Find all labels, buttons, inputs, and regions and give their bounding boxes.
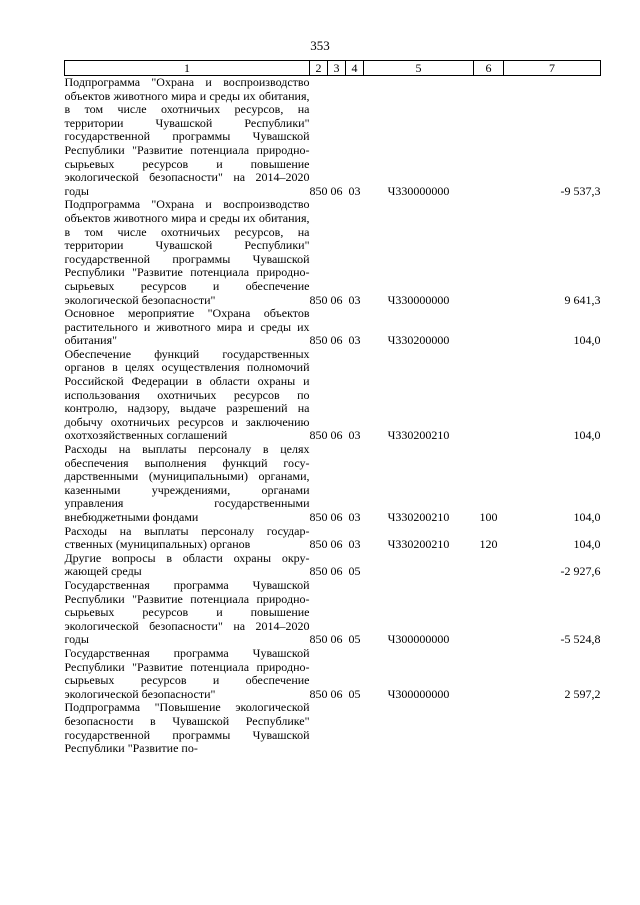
row-target-code [364, 701, 474, 755]
page-number: 353 [310, 38, 330, 53]
row-name: Расходы на выплаты персоналу в целях обеспечения выполнения функций государственными (муниципальными) органами, казенными учреждениями, органами управления государственными внебюджетными фондами [64, 442, 310, 524]
row-expense-type [474, 579, 504, 647]
row-target-code: Ч330200210 [387, 428, 450, 443]
row-expense-type [474, 701, 504, 755]
row-name: Расходы на выплаты персоналу государственных (муниципальных) органов [64, 523, 310, 552]
row-name: Государственная программа Чувашской Республики "Развитие потенциала природно-сырьевых ресурсов и повышение экологической безопасности" на 2014–2020 годы [64, 577, 310, 647]
row-expense-type [474, 307, 504, 348]
row-name: Обеспечение функций государственных органов в целях осуществления полномочий Российской Федерации в области охраны и использования охотничьих ресурсов по контролю, надзору, выдаче разрешений на добычу охотничьих ресурсов и заключению охотхозяйственных соглашений [64, 346, 310, 443]
row-amount: -5 524,8 [560, 632, 601, 647]
row-subsection-code: 03 [348, 333, 361, 348]
table-row [65, 579, 601, 647]
row-section-code: 06 [330, 537, 343, 552]
row-amount: -2 927,6 [560, 564, 601, 579]
row-target-code [364, 552, 474, 579]
table-row [65, 552, 601, 579]
row-section-code: 06 [330, 333, 343, 348]
row-ministry-code: 850 [309, 183, 328, 198]
row-amount: 104,0 [573, 537, 601, 552]
row-amount: 9 641,3 [564, 292, 601, 307]
row-amount: 104,0 [573, 333, 601, 348]
row-subsection-code: 05 [348, 564, 361, 579]
row-ministry-code: 850 [309, 292, 328, 307]
column-header: 6 [474, 61, 504, 76]
row-subsection-code: 05 [348, 632, 361, 647]
row-amount: 2 597,2 [564, 686, 601, 701]
row-subsection-code: 03 [348, 510, 361, 524]
table-header-row [65, 61, 601, 76]
row-amount: 104,0 [573, 510, 601, 524]
row-section-code: 06 [330, 510, 343, 524]
row-target-code: Ч330200210 [387, 537, 450, 552]
row-name: Подпрограмма "Охрана и воспроизводство объектов животного мира и среды их обитания, в том числе охотничьих ресурсов, на территории Чувашской Республики" государственной программы Чувашской Республики "Развитие потенциала природно-сырьевых ресурсов и обеспечение экологической безопасности" [64, 197, 310, 307]
row-name: Государственная программа Чувашской Республики "Развитие потенциала природно-сырьевых ресурсов и обеспечение экологической безопасности" [64, 645, 310, 701]
row-subsection-code: 03 [348, 428, 361, 443]
table-row [65, 307, 601, 348]
column-header: 3 [328, 61, 346, 76]
row-expense-type: 120 [479, 537, 498, 552]
row-ministry-code: 850 [309, 632, 328, 647]
table-row [65, 76, 601, 199]
row-target-code: Ч330200000 [387, 333, 450, 348]
row-ministry-code [310, 701, 328, 755]
row-name: Другие вопросы в области охраны окружающей среды [64, 550, 310, 579]
row-amount: -9 537,3 [560, 183, 601, 198]
row-expense-type [474, 198, 504, 307]
table-body [65, 76, 601, 756]
row-section-code: 06 [330, 183, 343, 198]
row-subsection-code: 03 [348, 292, 361, 307]
row-section-code: 06 [330, 292, 343, 307]
table-row [65, 647, 601, 701]
table-row [65, 443, 601, 525]
row-target-code: Ч300000000 [387, 632, 450, 647]
row-target-code: Ч330200210 [387, 510, 450, 524]
row-ministry-code: 850 [309, 686, 328, 701]
column-header: 2 [310, 61, 328, 76]
row-target-code: Ч300000000 [387, 686, 450, 701]
row-subsection-code [346, 701, 364, 755]
row-section-code: 06 [330, 686, 343, 701]
row-ministry-code: 850 [309, 428, 328, 443]
row-section-code: 06 [330, 428, 343, 443]
row-section-code [328, 701, 346, 755]
table-row [65, 701, 601, 755]
row-ministry-code: 850 [309, 564, 328, 579]
row-expense-type [474, 647, 504, 701]
column-header: 5 [364, 61, 474, 76]
table-row [65, 348, 601, 443]
row-ministry-code: 850 [309, 537, 328, 552]
row-expense-type [474, 76, 504, 199]
row-amount [504, 701, 601, 755]
row-target-code: Ч330000000 [387, 292, 450, 307]
table-row [65, 198, 601, 307]
row-expense-type [474, 552, 504, 579]
row-section-code: 06 [330, 632, 343, 647]
row-ministry-code: 850 [309, 333, 328, 348]
row-amount: 104,0 [573, 428, 601, 443]
column-header: 4 [346, 61, 364, 76]
column-header: 1 [65, 61, 310, 76]
budget-table [64, 60, 601, 756]
row-ministry-code: 850 [309, 510, 328, 524]
row-name: Основное мероприятие "Охрана объектов растительного и животного мира и среды их обитания" [64, 306, 310, 348]
row-subsection-code: 03 [348, 537, 361, 552]
row-name: Подпрограмма "Повышение экологической безопасности в Чувашской Республике" государственной программы Чувашской Республики "Развитие по- [64, 700, 310, 756]
row-target-code: Ч330000000 [387, 183, 450, 198]
row-subsection-code: 03 [348, 183, 361, 198]
row-expense-type [474, 348, 504, 443]
row-name: Подпрограмма "Охрана и воспроизводство объектов животного мира и среды их обитания, в том числе охотничьих ресурсов, на территории Чувашской Республики" государственной программы Чувашской Республики "Развитие потенциала природно-сырьевых ресурсов и повышение экологической безопасности" на 2014–2020 годы [64, 75, 310, 198]
row-expense-type: 100 [479, 510, 498, 524]
column-header: 7 [504, 61, 601, 76]
row-subsection-code: 05 [348, 686, 361, 701]
table-row [65, 525, 601, 552]
row-section-code: 06 [330, 564, 343, 579]
